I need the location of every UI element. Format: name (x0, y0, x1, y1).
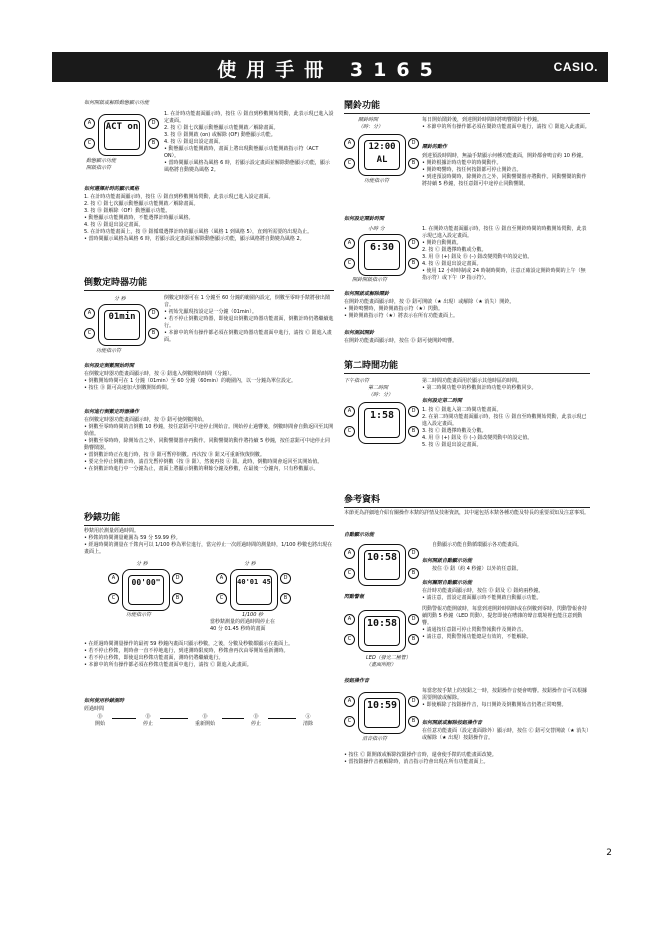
r3-sub2: 閃動警報 (344, 594, 365, 600)
s2-label: 如何選擇計時的顯示風格 (84, 186, 140, 192)
r1-sub2-top: 小時 分 (368, 226, 385, 232)
button-d-icon: D (408, 696, 419, 707)
r3-sub3-body: 每當您按手錶上的按鈕之一時，按鈕操作音便會鳴響。按鈕操作音可以根據需要開啟或解除。 • 即使解除了按鈕操作音，每日開鈴及倒數開始音仍將正常鳴響。 (422, 688, 588, 708)
button-a-icon: A (344, 548, 355, 559)
r1-sub: 鬧鈴的動作 (422, 144, 448, 150)
timer-watch-illustration (98, 304, 146, 346)
button-b-icon: B (408, 634, 419, 645)
button-d-icon: D (280, 573, 291, 584)
r3-sub3-b-body: 在任意功能畫面（設定畫面除外）顯示時，按住 Ⓒ 鈕可交替開啟（★ 消失）或解除（★ 出現）按鈕操作音。 (422, 728, 589, 741)
button-d-icon: D (408, 614, 419, 625)
button-tone-watch-illustration (358, 692, 406, 734)
button-a-icon: A (344, 696, 355, 707)
s3-sub1: 如何設定倒數開始時間 (84, 363, 135, 369)
r1-sub-body: 到達預設時間時，無論手錶顯示何種功能畫面，開鈴都會鳴音約 10 秒鐘。 • 開鈴根據計時功能中的時間動作。 • 開鈴鳴響時，按任何按鈕都可停止開鈴音。 • 到達預設時間時，除開鈴音之外，同動響鬧器亦將動作。同動響鬧的動作將持續 5 秒鐘，按任意鈕可中途停止同動響鬧。 (422, 153, 587, 187)
dual-time-watch-illustration (358, 402, 406, 444)
button-b-icon: B (408, 258, 419, 269)
s4-sub2: 經過時間 (84, 706, 105, 712)
r3-sub1-b-body: 按住 Ⓓ 鈕（約 4 秒鐘）以外的任意鈕。 (432, 566, 522, 572)
button-d-icon: D (148, 308, 159, 319)
stopwatch-display-2: 40'01 45 (236, 575, 272, 605)
flash-alert-lcd: 10:58 (364, 616, 400, 646)
s3-labels: 分 秒 (114, 296, 126, 302)
r3-sub3-b: 如何開啟或解除按鈕操作音 (422, 720, 483, 726)
page-header (52, 52, 608, 82)
r3-sub1-c-body: 在計時功能畫面顯示時，按住 Ⓓ 鈕及 Ⓒ 鈕約兩秒鐘。 • 請注意，當設定畫面顯示時不能開啟自動顯示功能。 (422, 588, 544, 601)
button-b-icon: B (280, 593, 291, 604)
dual-time-display: 1:58 (364, 408, 400, 438)
button-c-icon: C (344, 716, 355, 727)
button-b-icon: B (148, 138, 159, 149)
button-b-icon: B (408, 158, 419, 169)
s4-w2-top: 分 秒 (244, 561, 256, 567)
button-a-icon: A (344, 406, 355, 417)
auto-display-watch-illustration (358, 544, 406, 586)
flash-alert-watch-illustration (358, 610, 406, 652)
button-d-icon: D (172, 573, 183, 584)
button-d-icon: D (408, 406, 419, 417)
button-d-icon: D (408, 548, 419, 559)
button-c-icon: C (344, 426, 355, 437)
flow-step-2: Ⓓ 停止 (136, 714, 160, 728)
r1-sub3: 如何開啟或解除鬧鈴 (344, 291, 390, 297)
s4-w1-caption: 功能指示符 (126, 612, 152, 618)
button-a-icon: A (84, 118, 95, 129)
button-c-icon: C (344, 634, 355, 645)
stopwatch-display-1: 00'00" (128, 575, 164, 605)
button-a-icon: A (344, 138, 355, 149)
r1-sub2-caption: 開鈴開啟指示符 (352, 277, 388, 283)
r3-sub1-b: 如何開啟自動顯示功能 (422, 558, 473, 564)
r3-body: 本節更為詳細地介紹有關操作本錶的詳情及技術資訊，其中還包括本錶各種功能及特長的重要須知及注意事項。 (344, 510, 590, 516)
s1-steps: 1. 在計時功能畫面顯示時，按住 Ⓐ 鈕直到秒數開始閃動，此表示現已進入設定畫面。 2. 按 Ⓒ 鈕七次顯示動態顯示功能開啟／解除畫面。 3. 按 Ⓓ 鈕開啟 (on) 或解除 (OF) 動態顯示功能。 4. 按 Ⓐ 鈕退出設定畫面。 • 動態顯示功能開啟時，畫面上將出現動態顯示功能開啟指示符（ACT ON）。 • 當時間顯示風格為風格 6 時，若顯示設定畫面並解除動態顯示功能，顯示風格將自動變為風格 2。 (164, 111, 334, 173)
r1-sub4-body: 在開鈴功能畫面顯示時，按住 Ⓓ 鈕可使開鈴鳴響。 (344, 338, 458, 344)
page-title: 使用手冊 3165 (217, 59, 443, 81)
stopwatch-illustration-2 (230, 569, 278, 611)
button-c-icon: C (84, 138, 95, 149)
r1-body: 每日開始鬧鈴後，到達開鈴時間時將鳴響鬧鈴十秒鐘。 • 本節中的所有操作都必須在鬧鈴功能畫面中進行，請按 Ⓒ 鈕進入此畫面。 (422, 117, 590, 130)
button-b-icon: B (408, 568, 419, 579)
auto-display-lcd: 10:58 (364, 550, 400, 580)
alarm-watch-illustration (358, 134, 406, 176)
page-number: 2 (606, 848, 612, 858)
button-d-icon: D (408, 238, 419, 249)
r1-title: 鬧鈴功能 (344, 100, 590, 114)
button-a-icon: A (344, 238, 355, 249)
r3-title: 參考資料 (344, 494, 590, 508)
button-a-icon: A (108, 573, 119, 584)
flow-step-5: Ⓐ 清除 (296, 714, 320, 728)
timer-display: 01min (104, 310, 140, 340)
watch-display: ACT on (104, 120, 140, 150)
r2-sub: 如何設定第二時間 (422, 398, 463, 404)
r1-top: 鬧鈴時間 （時：分） (358, 117, 384, 130)
s4-title: 秒錶功能 (84, 512, 334, 526)
r3-sub3-tail: • 按住 Ⓒ 鈕開啟或解除按鈕操作音時，還會使手錶的功能畫面改變。 • 當按鈕操作音被解除時，消音指示符會出現在所有功能畫面上。 (344, 752, 497, 765)
s1-label: 如何開啟或解除動態顯示功能 (84, 100, 150, 106)
s3-sub2: 如何進行倒數定時器操作 (84, 409, 140, 415)
alarm-set-watch-illustration (358, 234, 406, 276)
r2-body: 第二時間功能畫面用於顯示其他時區的時間。 • 第二時間功能中的秒數與計時功能中的秒數同步。 (422, 378, 537, 391)
r3-sub2-caption: LED（發光二極管） （畫面所附） (366, 655, 411, 668)
button-c-icon: C (344, 258, 355, 269)
r2-sub-body: 1. 按 Ⓒ 鈕進入第二時間功能畫面。 2. 在第二時間功能畫面顯示時，按住 Ⓐ 鈕直至時數開始閃動，此表示現已進入設定畫面。 3. 按 Ⓒ 鈕選擇時數及分數。 4. 用 Ⓓ (+) 鈕及 Ⓑ (–) 鈕改變閃動中的設定值。 5. 按 Ⓐ 鈕退出設定畫面。 (422, 407, 587, 448)
watch-illustration (98, 114, 146, 156)
button-c-icon: C (108, 593, 119, 604)
alarm-display: 12:00 AL (364, 140, 400, 170)
r1-sub2: 如何設定鬧鈴時間 (344, 216, 385, 222)
button-b-icon: B (408, 426, 419, 437)
button-b-icon: B (408, 716, 419, 727)
button-a-icon: A (84, 308, 95, 319)
s3-sub1-body: 在倒數定時器功能畫面顯示時，按 Ⓐ 鈕進入倒數開始時間（分鐘）。 • 倒數開始時間可在 1 分鐘（01min）至 60 分鐘（60min）的範圍內，以一分鐘為單位設定。 • 按住 Ⓓ 鈕可高速加大倒數開始時間。 (84, 371, 297, 391)
r1-caption: 功能指示符 (364, 178, 390, 184)
button-c-icon: C (216, 593, 227, 604)
stopwatch-illustration-1 (122, 569, 170, 611)
r2-top2: 第二時間 （時：分） (368, 385, 394, 398)
button-d-icon: D (408, 138, 419, 149)
button-c-icon: C (344, 568, 355, 579)
button-c-icon: C (84, 328, 95, 339)
brand-logo: CASIO. (553, 60, 598, 74)
button-b-icon: B (148, 328, 159, 339)
s3-sub2-body: 在倒數定時器功能畫面顯示時，按 Ⓓ 鈕可使倒數開始。 • 倒數至零時時間的音倒數 10 秒鐘，按任意鈕可中途停止開始音。開始停止過響後，倒數時間會自動返回至其開始值。 • 倒數至零時時，除開始音之外，同動響鬧器亦再動作。同動響鬧的動作將持續 5 秒鐘，按任意鈕可中途停止同動響鬧器。 • 當倒數計時正在進行時，按 Ⓓ 鈕可暫停倒數。再次按 Ⓓ 鈕又可重新恢復倒數。 • 要完全停止倒數計時，請首先暫停倒數（按 Ⓓ 鈕），然後再按 Ⓐ 鈕。此時，倒數時間會返回至其開始值。 • 在倒數計時進行中一分鐘為止，畫面上將顯示倒數的剩餘分鐘及秒數，在最後一分鐘內，只有秒數顯示。 (84, 417, 334, 472)
s3-body: 倒數定時器可在 1 分鐘至 60 分鐘的範圍內設定，倒數至零時手錶將發出鬧音。 • 初始先顯現按設定是一分鐘（01min）。 • 若不停止倒數定時器，即使退出倒數定時器功能畫面，倒數計時仍將繼續進行。 • 本節中的所有操作都必須在倒數定時器功能畫面中進行，請按 Ⓒ 鈕進入畫面。 (164, 295, 334, 343)
r1-sub2-body: 1. 在開鈴功能畫面顯示時，按住 Ⓐ 鈕直至開鈴時間的時數開始閃動，此表示現已進入設定畫面。 • 開鈴自動開啟。 2. 按 Ⓒ 鈕選擇時數或分數。 3. 用 Ⓓ (+) 鈕及 Ⓑ (–) 鈕改變閃動中的設定值。 4. 按 Ⓐ 鈕退出設定畫面。 • 使用 12 小時時制或 24 時制時間時，注意正確設定開鈴時間的上午（無指示符）或下午（P 指示符）。 (422, 226, 587, 281)
s4-w2-caption1: 1/100 秒 (242, 612, 263, 618)
s4-bullets: • 在經過時間測量操作的最初 59 秒鐘內畫面只顯示秒數，之後，分數及秒數都顯示在畫面上。 • 若不停止秒錶，則時會一直不停地進行，到達測時限度時，秒錶會再次由零開始重新測時。 • 若不停止秒錶，即使退出秒錶功能畫面，測時仍將繼續進行。 • 本節中的所有操作都必須在秒錶功能畫面中進行，請按 Ⓒ 鈕進入此畫面。 (84, 641, 294, 668)
r3-sub1-body: 自動顯示功能自動循環顯示各功能畫面。 (432, 542, 523, 548)
button-a-icon: A (216, 573, 227, 584)
r3-sub3: 按鈕操作音 (344, 678, 370, 684)
flow-step-4: Ⓓ 停止 (244, 714, 268, 728)
r3-sub1: 自動顯示功能 (344, 532, 375, 538)
flow-step-3: Ⓓ 重新開始 (188, 714, 222, 728)
r3-sub3-caption: 消音指示符 (362, 736, 388, 742)
button-b-icon: B (172, 593, 183, 604)
alarm-set-display: 6:30 (364, 240, 400, 270)
s4-w1-top: 分 秒 (136, 561, 148, 567)
r1-sub4: 如何測試開鈴 (344, 330, 375, 336)
s2-steps: 1. 在計時功能畫面顯示時，按住 Ⓐ 鈕直到秒數開始閃動，此表示現已進入設定畫面。 2. 按 Ⓒ 鈕七次顯示動態顯示功能開啟／解除畫面。 3. 按 Ⓑ 鈕解除（OF）動態顯示功能。 • 動態顯示功能開啟時，不能選擇計時顯示風格。 4. 按 Ⓐ 鈕退出設定畫面。 5. 在計時功能畫面上，按 Ⓓ 鈕循環選擇計時的顯示風格（風格 1 到風格 5），直到所需要的出現為止。 • 當時間顯示風格為風格 6 時，若顯示設定畫面並解除動態顯示功能，顯示風格將自動變為風格 2。 (84, 194, 313, 242)
s4-sub: 如何使用秒錶測時 (84, 698, 125, 704)
r1-sub3-body: 在開鈴功能畫面顯示時，按 Ⓓ 鈕可開啟（★ 出現）或解除（★ 消失）開鈴。 • 開鈴鳴響時，開鈴開啟指示符（★）閃動。 • 開鈴開啟指示符（★）將表示在所有功能畫面上。 (344, 299, 515, 319)
s4-w2-caption2: 當秒錶測量的經過時間停止在 40 分 01.45 秒時的畫面 (210, 619, 276, 632)
button-tone-lcd: 10:59 (364, 698, 400, 728)
r3-sub2-body: 閃動警報功能開啟時，每當到達開鈴時間時或在倒數到零時，閃動警報會持續閃動 5 秒鐘（LED 閃動），提您即使在嘈雜的聲音環境裡也能注意到動響。 • 請通按任意鈕可停止閃動警報動作及開鈴音。 • 請注意，閃動警報功能總是有效的，不能解除。 (422, 606, 588, 640)
s1-caption: 動態顯示功能 開啟指示符 (86, 158, 117, 171)
button-a-icon: A (344, 614, 355, 625)
s4-body: 秒錶用於測量經過時間。 • 秒錶的時間測量範圍為 59 分 59.99 秒。 • 經過時間的測量在千錶內可以 1/100 秒為單位進行，當完停止一次經過時間的測量時，1/100 秒數也將出現在畫面上。 (84, 528, 333, 555)
button-d-icon: D (148, 118, 159, 129)
button-c-icon: C (344, 158, 355, 169)
flow-step-1: Ⓓ 開始 (88, 714, 112, 728)
s3-caption: 功能指示符 (96, 348, 122, 354)
s3-title: 倒數定時器功能 (84, 277, 334, 291)
r2-top1: 下午指示符 (344, 378, 370, 384)
r3-sub1-c: 如何關閉自動顯示功能 (422, 580, 473, 586)
r2-title: 第二時間功能 (344, 360, 590, 374)
